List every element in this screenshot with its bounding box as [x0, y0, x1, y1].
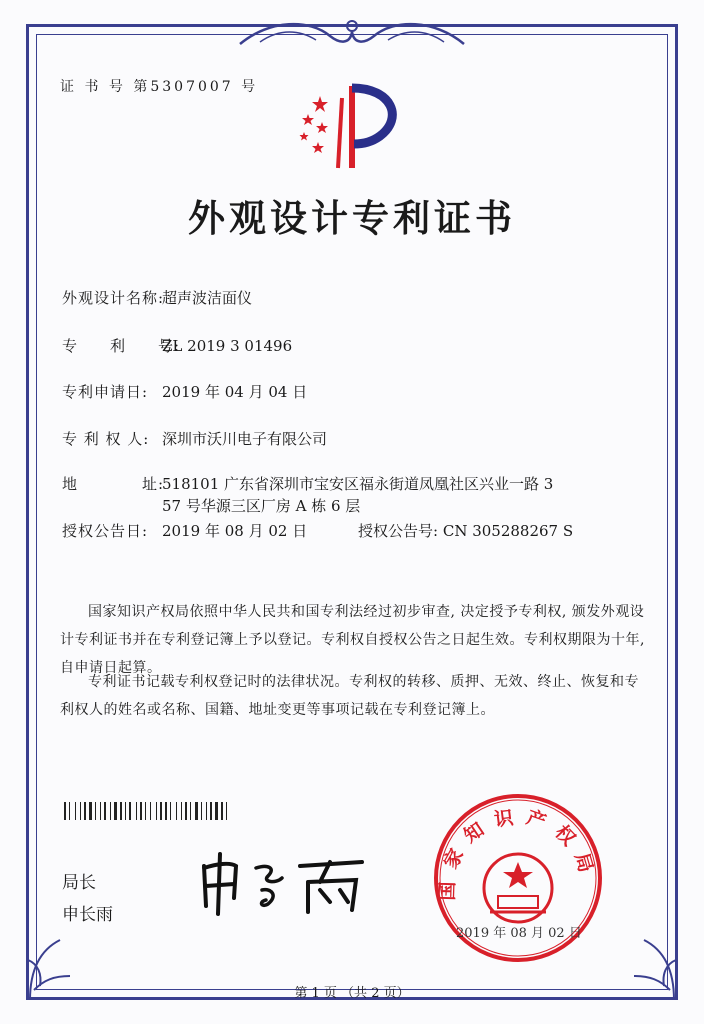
barcode-bar [188, 802, 189, 820]
barcode-bar [125, 802, 126, 820]
barcode-bar [69, 802, 70, 820]
grant-date-row [62, 520, 307, 541]
barcode-bar [67, 802, 68, 820]
barcode-bar [192, 802, 194, 820]
statement-paragraph-2: 专利证书记载专利权登记时的法律状况。专利权的转移、质押、无效、终止、恢复和专利权人的姓名或名称、国籍、地址变更等事项记载在专利登记簿上。 [60, 674, 639, 718]
patent-number-label: 专 利 号: [62, 337, 181, 355]
barcode-bar [199, 802, 200, 820]
barcode-bar [110, 802, 111, 820]
barcode-bar [176, 802, 177, 820]
barcode-bar [163, 802, 164, 820]
address-label: 地 址: [62, 475, 165, 493]
barcode-bar [147, 802, 149, 820]
handwritten-signature [196, 846, 376, 916]
grant-number-label: 授权公告号: [358, 522, 439, 540]
barcode-bar [95, 802, 96, 820]
grant-date-value: 2019 年 08 月 02 日 [162, 522, 308, 540]
design-name-row [62, 287, 252, 308]
barcode-bar [165, 802, 167, 820]
grant-number-row [358, 520, 573, 541]
patent-number-value: ZL 2019 3 01496 [162, 337, 293, 355]
barcode-bar [102, 802, 103, 820]
barcode-bar [77, 802, 79, 820]
grant-date-label: 授权公告日: [62, 522, 149, 540]
barcode-bar [208, 802, 209, 820]
barcode-bar [219, 802, 220, 820]
barcode-bar [132, 802, 135, 820]
seal-date: 2019 年 08 月 02 日 [456, 926, 582, 941]
barcode-bar [100, 802, 101, 820]
page-footer: 第 1 页 （共 2 页） [294, 986, 410, 1001]
barcode-bar [80, 802, 81, 820]
grant-number-value: CN 305288267 S [442, 522, 574, 540]
barcode-bar [129, 802, 131, 820]
patentee-row [62, 428, 327, 449]
barcode-bar [120, 802, 122, 820]
barcode-bar [107, 802, 109, 820]
signatory-name: 申长雨 [62, 905, 113, 925]
barcode-bar [140, 802, 142, 820]
barcode-bar [224, 802, 225, 820]
barcode-bar [206, 802, 207, 820]
filing-date-row [62, 381, 307, 402]
barcode-bar [123, 802, 124, 820]
address-row [62, 473, 165, 494]
barcode-bar [82, 802, 83, 820]
barcode-bar [152, 802, 155, 820]
barcode-bar [104, 802, 106, 820]
barcode-bar [203, 802, 205, 820]
barcode-bar [145, 802, 146, 820]
barcode-bar [136, 802, 137, 820]
design-name-label: 外观设计名称: [62, 289, 165, 307]
barcode-bar [158, 802, 159, 820]
barcode-bar [112, 802, 113, 820]
barcode-bar [93, 802, 94, 820]
barcode-bar [87, 802, 88, 820]
barcode-bar [210, 802, 212, 820]
barcode-bar [143, 802, 144, 820]
barcode-bar [84, 802, 86, 820]
filing-date-value: 2019 年 04 月 04 日 [162, 383, 308, 401]
patentee-label: 专 利 权 人: [62, 430, 150, 448]
statement-paragraph-1: 国家知识产权局依照中华人民共和国专利法经过初步审查, 决定授予专利权, 颁发外观设计专利证书并在专利登记簿上予以登记。专利权自授权公告之日起生效。专利权期限为十年, 自申请日起算。 [60, 604, 645, 676]
barcode-bar [201, 802, 202, 820]
design-name-value: 超声波洁面仪 [162, 289, 253, 307]
cnipa-logo [292, 78, 412, 178]
barcode-bar [190, 802, 191, 820]
filing-date-label: 专利申请日: [62, 383, 149, 401]
address-value: 518101 广东省深圳市宝安区福永街道凤凰社区兴业一路 3 57 号华源三区厂房 A 栋 6 层 [162, 475, 554, 515]
barcode-bar [64, 802, 66, 820]
barcode-bar [213, 802, 214, 820]
barcode-bar [160, 802, 162, 820]
barcode-bar [138, 802, 139, 820]
barcode-bar [114, 802, 117, 820]
barcode-bar [170, 802, 171, 820]
patentee-value: 深圳市沃川电子有限公司 [162, 430, 328, 448]
signatory-title: 局长 [62, 873, 96, 893]
barcode-bar [181, 802, 182, 820]
barcode-bar [75, 802, 76, 820]
barcode-bar [97, 802, 99, 820]
top-ornament [230, 14, 474, 54]
barcode [64, 802, 264, 820]
barcode-bar [127, 802, 128, 820]
certificate-title: 外观设计专利证书 [188, 196, 516, 240]
svg-text:国家知识产权局: 国家知识产权局 [436, 805, 600, 901]
barcode-bar [183, 802, 184, 820]
barcode-bar [150, 802, 151, 820]
barcode-bar [185, 802, 187, 820]
barcode-bar [178, 802, 180, 820]
barcode-bar [156, 802, 157, 820]
barcode-bar [89, 802, 92, 820]
barcode-bar [226, 802, 227, 820]
barcode-bar [71, 802, 74, 820]
certificate-number: 证 书 号 第5307007 号 [60, 79, 259, 95]
barcode-bar [172, 802, 175, 820]
barcode-bar [221, 802, 223, 820]
barcode-bar [118, 802, 119, 820]
patent-number-row [62, 335, 292, 356]
barcode-bar [168, 802, 169, 820]
barcode-bar [215, 802, 218, 820]
barcode-bar [195, 802, 198, 820]
